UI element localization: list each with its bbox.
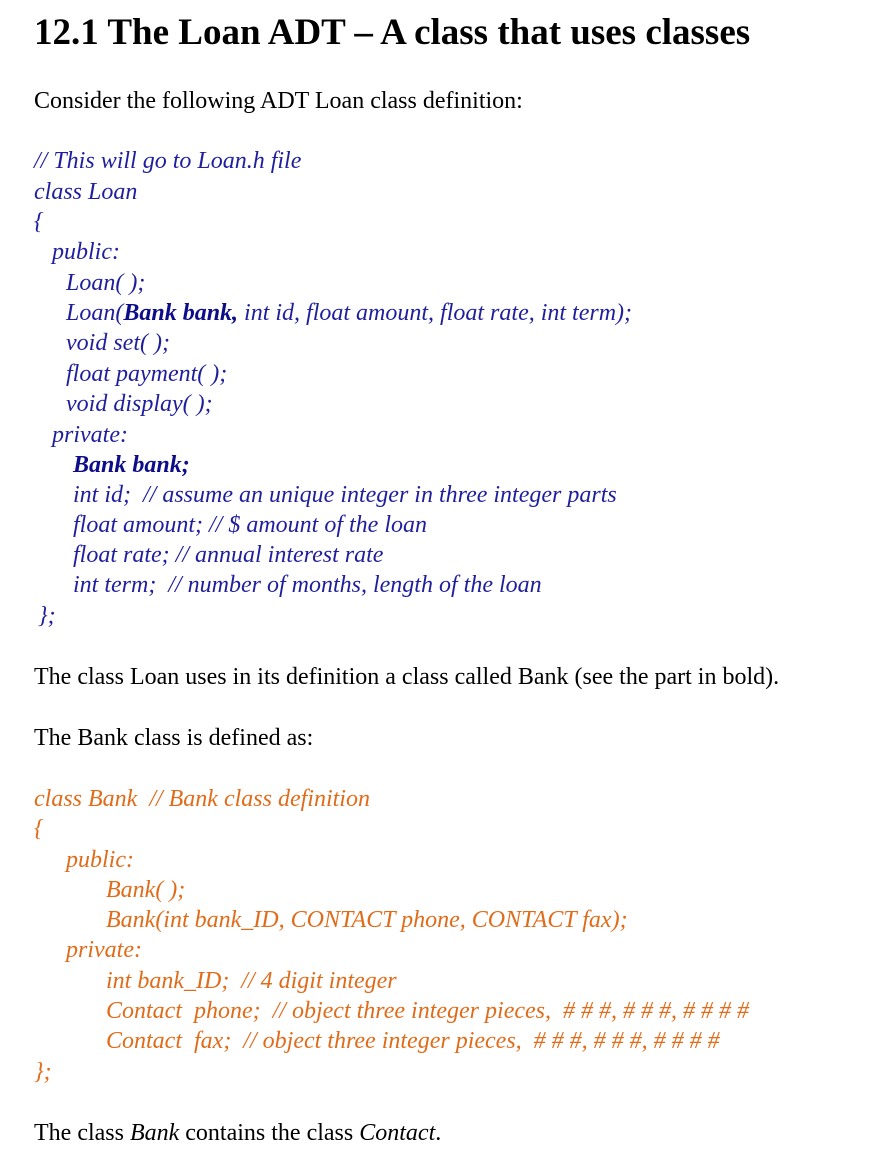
loan-default-ctor: Loan( ); <box>66 270 146 296</box>
loan-param-ctor <box>66 298 632 328</box>
bank-public-label: public: <box>66 847 134 873</box>
bank-member-fax: Contact fax; // object three integer pieces, # # #, # # #, # # # # <box>106 1028 720 1054</box>
closing-contact-term: Contact <box>359 1120 436 1146</box>
loan-private-label: private: <box>52 422 128 448</box>
bank-member-phone: Contact phone; // object three integer pieces, # # #, # # #, # # # # <box>106 998 749 1024</box>
closing-suffix: . <box>435 1120 442 1146</box>
bank-member-id: int bank_ID; // 4 digit integer <box>106 968 397 994</box>
bank-default-ctor: Bank( ); <box>106 877 186 903</box>
closing-paragraph <box>34 1118 441 1148</box>
bank-param-ctor: Bank(int bank_ID, CONTACT phone, CONTACT fax); <box>106 907 628 933</box>
intro-paragraph: Consider the following ADT Loan class definition: <box>34 88 523 114</box>
loan-method-set: void set( ); <box>66 330 170 356</box>
bank-open-brace: { <box>34 816 44 842</box>
loan-member-amount: float amount; // $ amount of the loan <box>73 512 427 538</box>
loan-param-ctor-rest: int id, float amount, float rate, int term); <box>238 300 633 326</box>
explanation-paragraph: The class Loan uses in its definition a class called Bank (see the part in bold). <box>34 664 780 690</box>
loan-method-display: void display( ); <box>66 391 213 417</box>
closing-middle: contains the class <box>179 1120 360 1146</box>
loan-close-brace: }; <box>38 603 56 629</box>
loan-param-ctor-bold: Bank bank, <box>123 300 239 326</box>
bank-private-label: private: <box>66 937 142 963</box>
loan-param-ctor-prefix: Loan( <box>66 300 124 326</box>
bank-intro-paragraph: The Bank class is defined as: <box>34 725 314 751</box>
loan-public-label: public: <box>52 239 120 265</box>
section-heading: 12.1 The Loan ADT – A class that uses classes <box>34 12 751 53</box>
closing-bank-term: Bank <box>129 1120 180 1146</box>
loan-open-brace: { <box>34 209 44 235</box>
loan-member-bank: Bank bank; <box>73 452 190 478</box>
loan-comment-line: // This will go to Loan.h file <box>34 148 302 174</box>
bank-class-line: class Bank // Bank class definition <box>34 786 370 812</box>
closing-prefix: The class <box>34 1120 130 1146</box>
loan-member-term: int term; // number of months, length of the loan <box>73 572 542 598</box>
bank-close-brace: }; <box>34 1059 52 1085</box>
loan-member-id: int id; // assume an unique integer in three integer parts <box>73 482 617 508</box>
loan-method-payment: float payment( ); <box>66 361 228 387</box>
loan-class-line: class Loan <box>34 179 138 205</box>
loan-member-rate: float rate; // annual interest rate <box>73 542 384 568</box>
